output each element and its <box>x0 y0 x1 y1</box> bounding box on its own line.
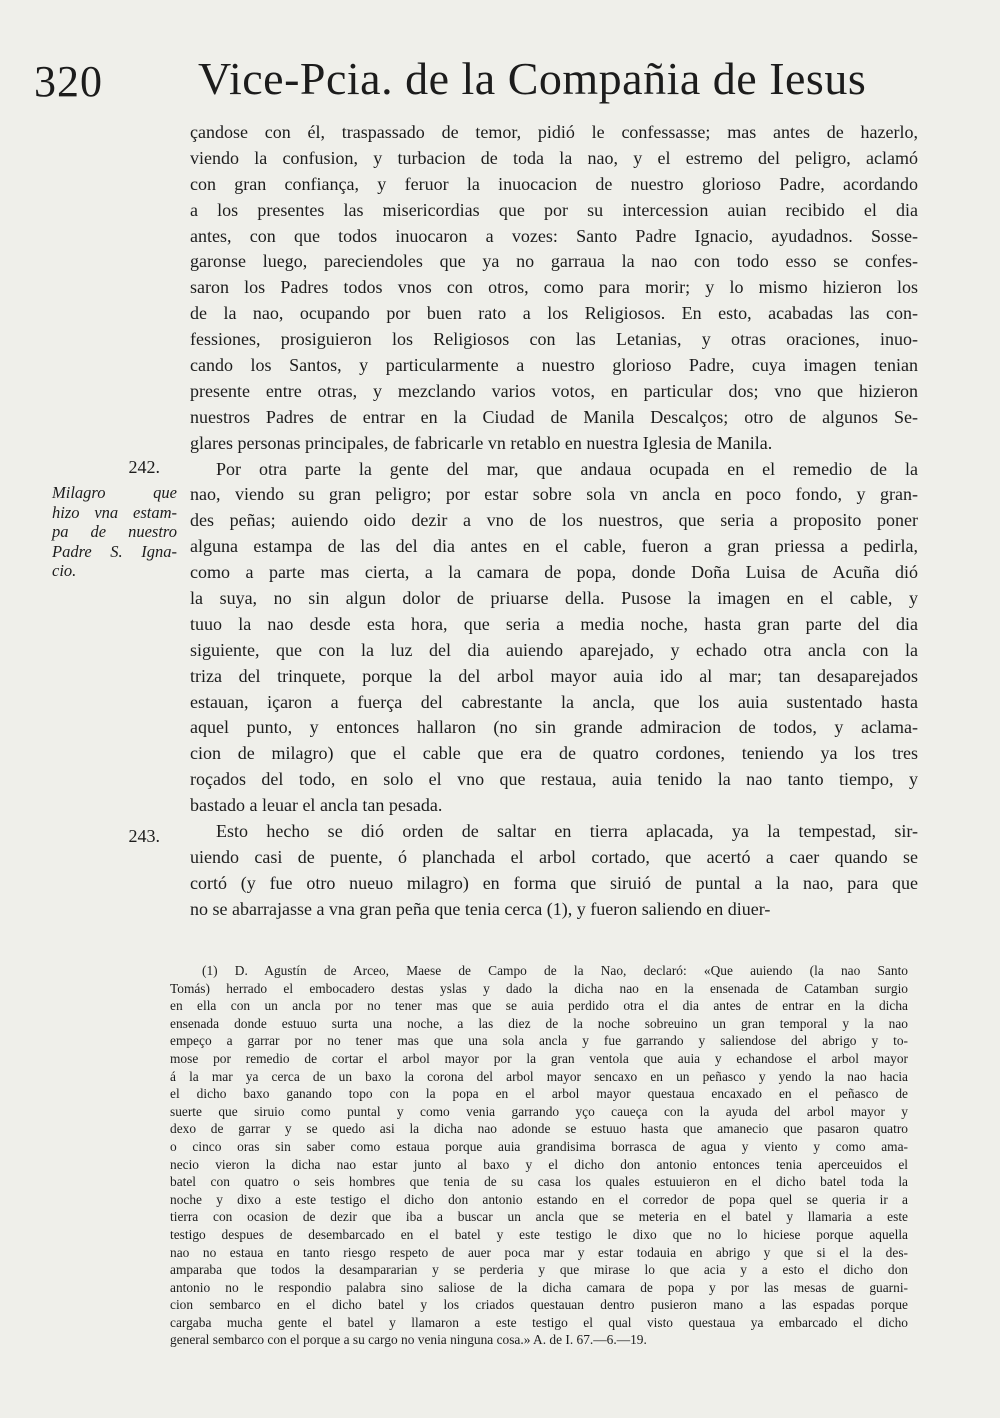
footnote-line: cion sembarco en el dicho batel y los criados questauan dentro pusieron mano a las espadas porque <box>170 1297 908 1313</box>
margin-note-line: hizo vna estam- <box>52 502 177 522</box>
text-line: triza del trinquete, porque la del arbol mayor auia ido al mar; tan desaparejados <box>190 665 918 686</box>
text-line: çandose con él, traspassado de temor, pidió le confessasse; mas antes de hazerlo, <box>190 122 918 142</box>
footnote-line: noche y dixo a este testigo el dicho don antonio estando en el corredor de popa quel se queria ir a <box>170 1191 908 1207</box>
footnote-line: general sembarco con el porque a su cargo no venia ninguna cosa.» A. de I. 67.—6.—19. <box>170 1332 647 1348</box>
text-line: de la nao, ocupando por buen rato a los Religiosos. En esto, acabadas las con- <box>190 303 918 324</box>
page-number: 320 <box>34 57 103 106</box>
text-line: cando los Santos, y particularmente a nuestro glorioso Padre, cuya imagen tenian <box>190 355 918 376</box>
page-header <box>0 52 1000 112</box>
text-line: a los presentes las misericordias que por su intercession auian recibido el dia <box>190 199 918 220</box>
text-line: como a parte mas cierta, a la camara de popa, donde Doña Luisa de Acuña dió <box>190 562 918 583</box>
text-line: Por otra parte la gente del mar, que andaua ocupada en el remedio de la <box>216 458 918 479</box>
paragraph-number-242: 242. <box>128 457 160 477</box>
footnote-line: amparaba que todos la desampararian y se perderia y que mirase lo que acia y a esto el dicho don <box>170 1262 908 1278</box>
text-line: alguna estampa de las del dia antes en el cable, fueron a gran priessa a pedirla, <box>190 536 918 557</box>
margin-note-line: pa de nuestro <box>52 522 177 541</box>
text-line: des peñas; auiendo oido dezir a vno de los nuestros, que seria a proposito poner <box>190 510 918 531</box>
footnote-line: dexo de garrar y se quedo asi la dicha nao adonde se estuuo hasta que amanecio que pasaron quatro <box>170 1121 908 1137</box>
footnote-line: á la mar ya cerca de un baxo la corona del arbol mayor sencaxo en un peñasco y yendo la nao hacia <box>170 1068 908 1084</box>
footnote-line: mose por remedio de cortar el arbol mayor por la gran ventola que auia y echandose el arbol mayor <box>170 1050 908 1066</box>
footnote-line: ensenada donde estuuo surta una noche, a las diez de la noche sobreuino un gran temporal y la nao <box>170 1015 908 1031</box>
text-line: viendo la confusion, y turbacion de toda la nao, y el estremo del peligro, aclamó <box>190 147 918 168</box>
running-head: Vice-Pcia. de la Compañia de Iesus <box>198 53 867 104</box>
footnote-line: nao no estaua en tanto riesgo respeto de auer poca mar y estar todauia en abrigo y que si el la des- <box>170 1244 908 1260</box>
footnote <box>170 962 908 1349</box>
footnote-line: antonio no le respondio palabra sino saliose de la dicha camara de popa y por las mesas de guarni- <box>170 1279 908 1295</box>
footnote-line: batel con quatro o seis hombres que tenia de su casa los quales estuuieron en el dicho batel toda la <box>170 1174 908 1190</box>
text-line: Esto hecho se dió orden de saltar en tierra aplacada, ya la tempestad, sir- <box>216 821 918 842</box>
margin-note-line: cio. <box>52 561 77 580</box>
text-line: no se abarrajasse a vna gran peña que tenia cerca (1), y fueron saliendo en diuer- <box>190 898 771 919</box>
text-line: roçados del todo, en solo el vno que restaua, auia tenido la nao tanto tiempo, y <box>190 769 918 790</box>
paragraph-number-243: 243. <box>128 826 160 846</box>
text-line: tuuo la nao desde esta hora, que seria a media noche, hasta gran parte del dia <box>190 613 918 634</box>
text-line: la suya, no sin algun dolor de priuarse della. Pusose la imagen en el cable, y <box>190 588 918 609</box>
text-line: glares personas principales, de fabricarle vn retablo en nuestra Iglesia de Manila. <box>190 432 773 453</box>
footnote-line: o cinco oras sin saber como estaua porque auia grandisima borrasca de agua y viento y como ama- <box>170 1138 908 1154</box>
footnote-line: testigo despues de desembarcado en el batel y este testigo le dixo que no lo hiciese porque aquella <box>170 1226 908 1242</box>
text-line: bastado a leuar el ancla tan pesada. <box>190 795 443 816</box>
text-line: garonse luego, pareciendoles que ya no garraua la nao con todo esso se confes- <box>190 251 918 272</box>
text-line: uiendo casi de puente, ó planchada el arbol cortado, que acertó a caer quando se <box>190 846 918 867</box>
margin-note-line: Padre S. Igna- <box>52 541 177 561</box>
footnote-line: necio vieron la dicha nao estar junto al baxo y el dicho don antonio entonces tenia aperceuidos el <box>170 1156 908 1172</box>
text-line: cion de milagro) que el cable que era de quatro cordones, teniendo ya los tres <box>190 743 918 764</box>
text-line: nuestros Padres de entrar en la Ciudad de Manila Descalços; otro de algunos Se- <box>190 406 918 427</box>
text-line: antes, con que todos inuocaron a vozes: Santo Padre Ignacio, ayudadnos. Sosse- <box>190 225 918 246</box>
text-line: saron los Padres todos vnos con otros, como para morir; y lo mismo hizieron los <box>190 277 918 298</box>
text-line: presente entre otras, y mezclando varios votos, en particular dos; vno que hizieron <box>190 380 918 401</box>
footnote-line: tierra con ocasion de dezir que iba a buscar un ancla que se meteria en el batel y llamaria a este <box>170 1209 908 1225</box>
text-line: nao, viendo su gran peligro; por estar sobre sola vn ancla en poco fondo, y gran- <box>190 484 918 505</box>
margin-note <box>52 483 177 581</box>
footnote-line: cargaba mucha gente el batel y llamaron a este testigo el qual visto questaua ya embarcado el dicho <box>170 1314 908 1330</box>
footnote-line: empeço a garrar por no tener mas que una sola ancla y fue garrando y saliendose del abrigo y to- <box>170 1033 908 1049</box>
footnote-line: suerte que siruio como puntal y como venia garrando yço caueça con la ayuda del arbol mayor y <box>170 1103 908 1119</box>
text-line: fessiones, prosiguieron los Religiosos con las Letanias, y otras oraciones, inuo- <box>190 329 918 350</box>
main-text <box>190 120 918 923</box>
text-line: estauan, içaron a fuerça del cabrestante la ancla, que los auia sustentado hasta <box>190 691 918 712</box>
footnote-line: el dicho baxo ganando topo con la popa en el arbol mayor questaua encaxado en el peñasco de <box>170 1086 908 1102</box>
footnote-line: Tomás) herrado el embocadero destas yslas y dado la dicha nao en la ensenada de Catamban surgio <box>170 980 908 996</box>
margin-note-line: Milagro que <box>52 483 177 502</box>
text-line: aquel punto, y entonces hallaron (no sin grande admiracion de todos, y aclama- <box>190 717 918 738</box>
text-line: con gran confiança, y feruor la inuocacion de nuestro glorioso Padre, acordando <box>190 173 918 194</box>
footnote-line: en ella con un ancla por no tener mas que se auia perdido otra el dia antes de entrar en la dicha <box>170 998 908 1014</box>
text-line: siguiente, que con la luz del dia auiendo aparejado, y echado otra ancla con la <box>190 639 918 660</box>
footnote-line: (1) D. Agustín de Arceo, Maese de Campo de la Nao, declaró: «Que auiendo (la nao Santo <box>202 963 908 978</box>
text-line: cortó (y fue otro nueuo milagro) en forma que siruió de puntal a la nao, para que <box>190 872 918 893</box>
